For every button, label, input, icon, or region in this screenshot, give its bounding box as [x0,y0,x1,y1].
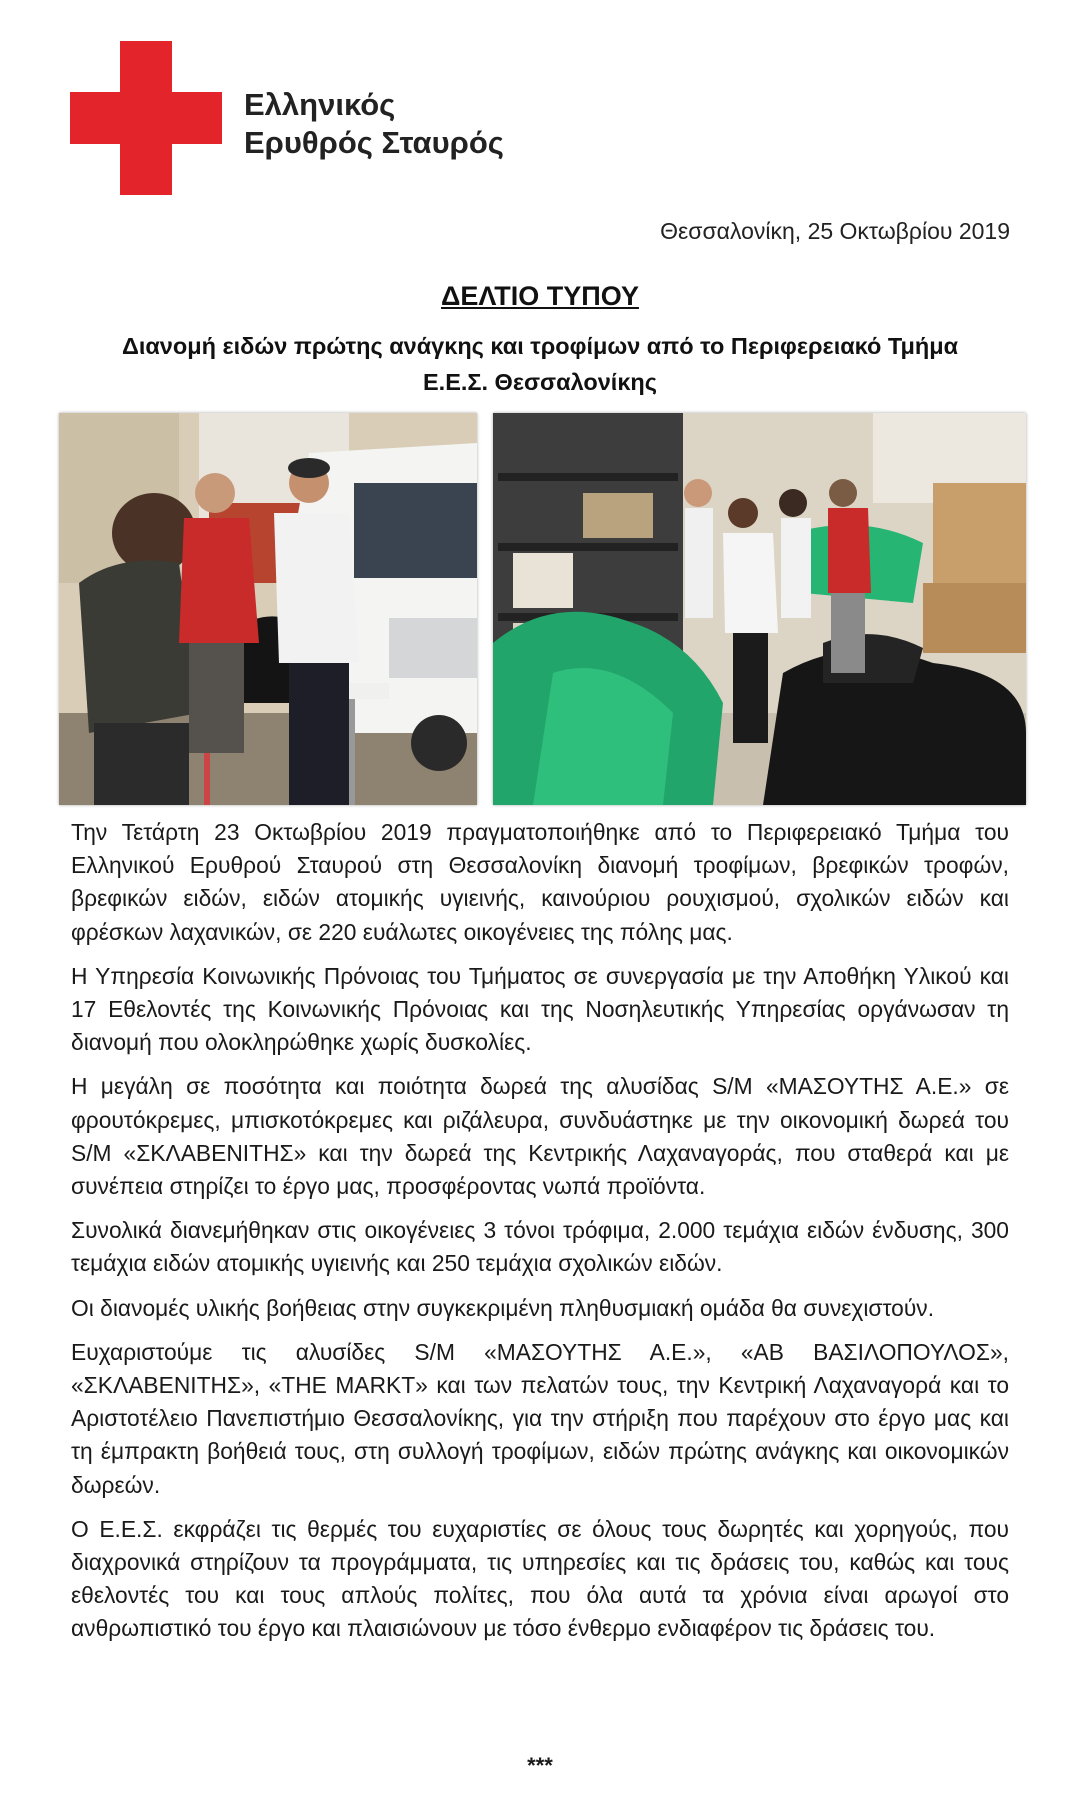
distribution-photo-storage-room [493,413,1026,805]
paragraph: Η Υπηρεσία Κοινωνικής Πρόνοιας του Τμήματος σε συνεργασία με την Αποθήκη Υλικού και 17 Εθελοντές της Κοινωνικής Πρόνοιας και της Νοσηλευτικής Υπηρεσίας οργάνωσαν τη διανομή που ολοκληρώθηκε χωρίς δυσκολίες. [71,962,1009,1056]
dateline: Θεσσαλονίκη, 25 Οκτωβρίου 2019 [660,218,1010,244]
paragraph: Συνολικά διανεμήθηκαν στις οικογένειες 3 τόνοι τρόφιμα, 2.000 τεμάχια ειδών ένδυσης, 300 τεμάχια ειδών ατομικής υγιεινής και 250 τεμάχια σχολικών ειδών. [71,1217,1009,1277]
paragraph: Οι διανομές υλικής βοήθειας στην συγκεκριμένη πληθυσμιακή ομάδα θα συνεχιστούν. [71,1294,935,1321]
red-cross-icon [70,41,222,195]
document-type-title: ΔΕΛΤΙΟ ΤΥΠΟΥ [441,281,639,311]
paragraph: Η μεγάλη σε ποσότητα και ποιότητα δωρεά της αλυσίδας S/M «ΜΑΣΟΥΤΗΣ Α.Ε.» σε φρουτόκρεμες, μπισκοτόκρεμες και ριζάλευρα, συνδυάστηκε με την οικονομική δωρεά του S/M «ΣΚΛΑΒΕΝΙΤΗΣ» και την δωρεά της Κεντρικής Λαχαναγοράς, που σταθερά και με συνέπεια στηρίζει το έργο μας, προσφέροντας νωπά προϊόντα. [71,1073,1009,1200]
headline-line1: Διανομή ειδών πρώτης ανάγκης και τροφίμων από το Περιφερειακό Τμήμα [121,333,959,359]
org-name-line2: Ερυθρός Σταυρός [244,125,504,160]
headline [60,328,1020,400]
press-release-body [71,816,1009,1657]
org-name-line1: Ελληνικός [244,87,396,122]
distribution-photo-outdoor [59,413,477,805]
paragraph: Ο Ε.Ε.Σ. εκφράζει τις θερμές του ευχαριστίες σε όλους τους δωρητές και χορηγούς, που διαχρονικά στηρίζουν τα προγράμματα, τις υπηρεσίες και τις δράσεις του, καθώς και τους εθελοντές του και τους απλούς πολίτες, που όλα αυτά τα χρόνια είναι αρωγοί στο ανθρωπιστικό του έργο και πλαισιώνουν με τόσο ένθερμο ενδιαφέρον τις δράσεις του. [71,1515,1009,1642]
headline-line2: Ε.Ε.Σ. Θεσσαλονίκης [422,369,657,395]
organization-name [244,86,504,162]
footer-separator: *** [527,1753,553,1778]
paragraph: Ευχαριστούμε τις αλυσίδες S/M «ΜΑΣΟΥΤΗΣ Α.Ε.», «ΑΒ ΒΑΣΙΛΟΠΟΥΛΟΣ», «ΣΚΛΑΒΕΝΙΤΗΣ», «THE MARKT» και των πελατών τους, την Κεντρική Λαχαναγορά και το Αριστοτέλειο Πανεπιστήμιο Θεσσαλονίκης, για την στήριξη που παρέχουν στο έργο μας και τη έμπρακτη βοήθειά τους, στη συλλογή τροφίμων, ειδών πρώτης ανάγκης και οικονομικών δωρεών. [71,1338,1009,1498]
paragraph: Την Τετάρτη 23 Οκτωβρίου 2019 πραγματοποιήθηκε από το Περιφερειακό Τμήμα του Ελληνικού Ερυθρού Σταυρού στη Θεσσαλονίκη διανομή τροφίμων, βρεφικών τροφών, βρεφικών ειδών, ειδών ατομικής υγιεινής, καινούριου ρουχισμού, σχολικών ειδών και φρέσκων λαχανικών, σε 220 ευάλωτες οικογένειες της πόλης μας. [71,819,1009,945]
